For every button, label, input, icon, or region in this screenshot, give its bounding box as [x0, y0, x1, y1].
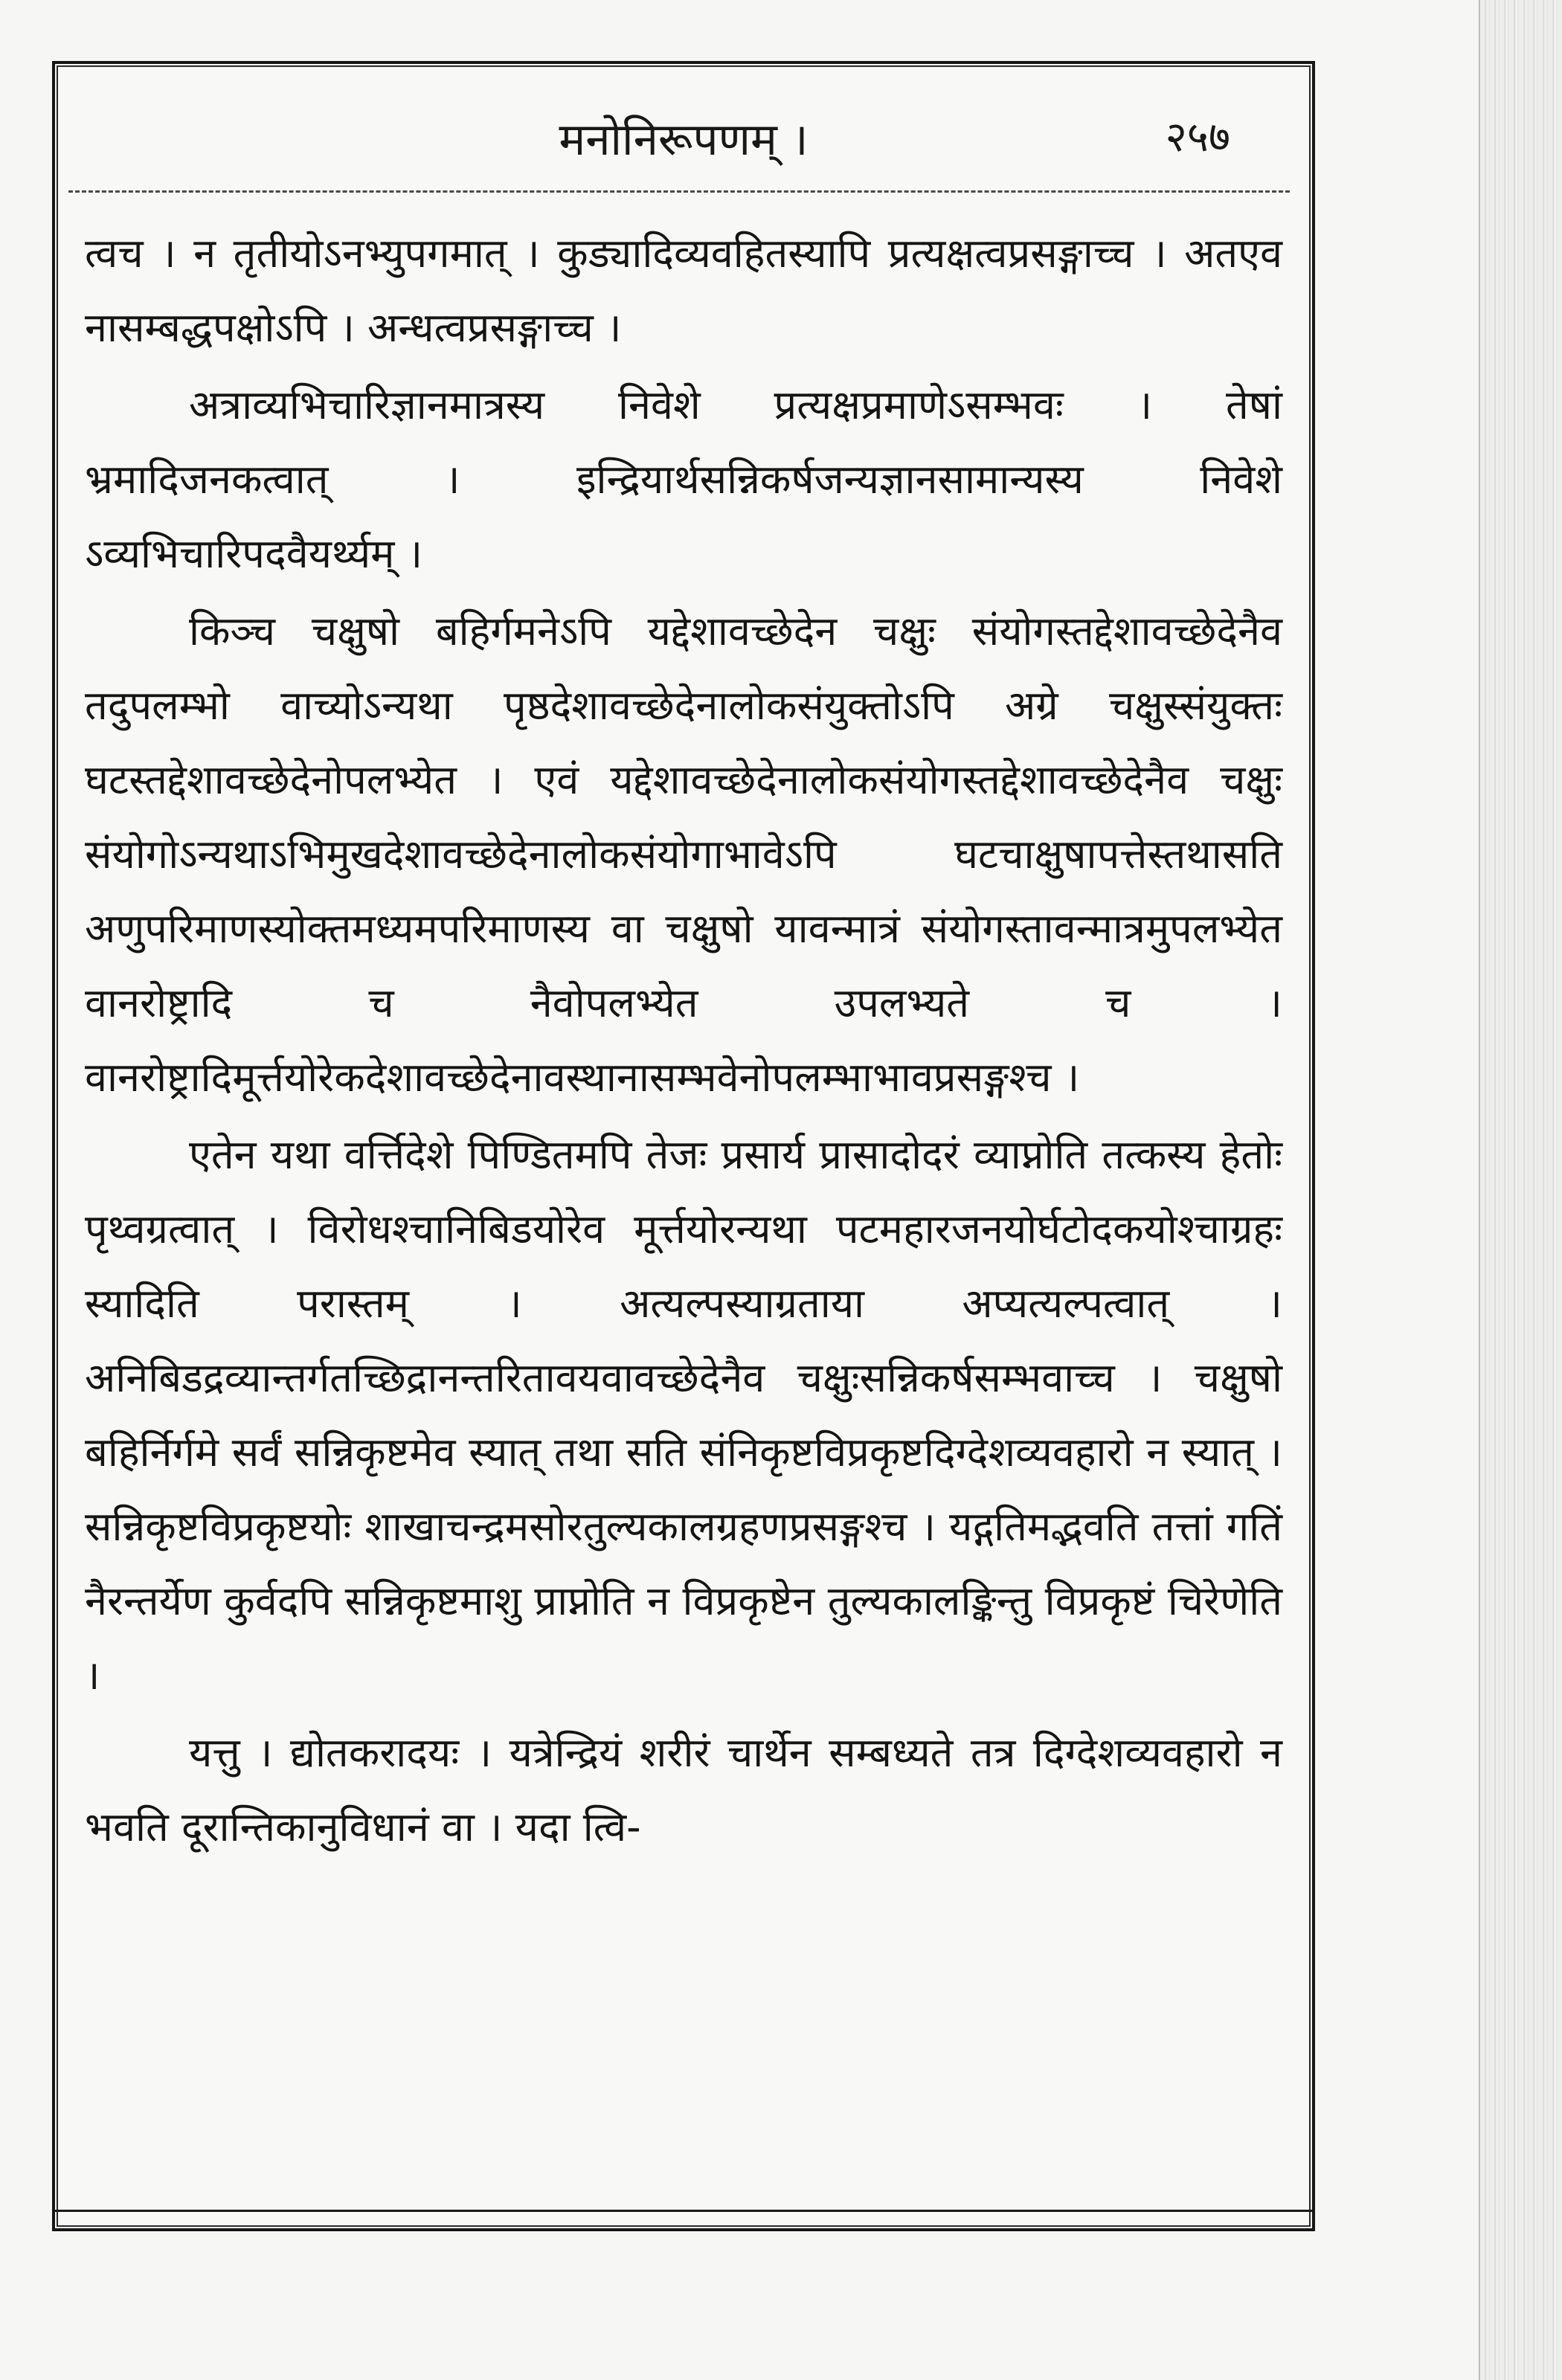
book-gutter	[1479, 0, 1562, 2380]
header-rule	[68, 190, 1290, 193]
page-frame	[52, 61, 1315, 2231]
paragraph: एतेन यथा वर्त्तिदेशे पिण्डितमपि तेजः प्रसार्य प्रासादोदरं व्याप्नोति तत्कस्य हेतोः पृथ्वग्रत्वात् । विरोधश्चानिबिडयोरेव मूर्त्तयोरन्यथा पटमहारजनयोर्घटोदकयोश्चाग्रहः स्यादिति परास्तम् । अत्यल्पस्याग्रताया अप्यत्यल्पत्वात् । अनिबिडद्रव्यान्तर्गतच्छिद्रानन्तरितावयवावच्छेदेनैव चक्षुःसन्निकर्षसम्भवाच्च । चक्षुषो बहिर्निर्गमे सर्वं सन्निकृष्टमेव स्यात् तथा सति संनिकृष्टविप्रकृष्टदिग्देशव्यवहारो न स्यात् । सन्निकृष्टविप्रकृष्टयोः शाखाचन्द्रमसोरतुल्यकालग्रहणप्रसङ्गश्च । यद्गतिमद्भवति तत्तां गतिं नैरन्तर्येण कुर्वदपि सन्निकृष्टमाशु प्राप्नोति न विप्रकृष्टेन तुल्यकालङ्किन्तु विप्रकृष्टं चिरेणेति ।	[85, 1131, 1282, 1699]
footer-rule	[55, 2210, 1312, 2212]
paragraph: त्वच । न तृतीयोऽनभ्युपगमात् । कुड्यादिव्यवहितस्यापि प्रत्यक्षत्वप्रसङ्गाच्च । अतएव नासम्बद्धपक्षोऽपि । अन्धत्वप्रसङ्गाच्च ।	[85, 230, 1282, 351]
paragraph: अत्राव्यभिचारिज्ञानमात्रस्य निवेशे प्रत्यक्षप्रमाणेऽसम्भवः । तेषां भ्रमादिजनकत्वात् । इन्द्रियार्थसन्निकर्षजन्यज्ञानसामान्यस्य निवेशे ऽव्यभिचारिपदवैयर्थ्यम् ।	[85, 382, 1282, 577]
running-title: मनोनिरूपणम् ।	[559, 114, 809, 166]
running-head	[55, 107, 1312, 167]
page-number: २५७	[1165, 113, 1230, 161]
paragraph: यत्तु । द्योतकरादयः । यत्रेन्द्रियं शरीरं चार्थेन सम्बध्यते तत्र दिग्देशव्यवहारो न भवति दूरान्तिकानुविधानं वा । यदा त्वि-	[85, 1729, 1282, 1850]
paragraph: किञ्च चक्षुषो बहिर्गमनेऽपि यद्देशावच्छेदेन चक्षुः संयोगस्तद्देशावच्छेदेनैव तदुपलम्भो वाच्योऽन्यथा पृष्ठदेशावच्छेदेनालोकसंयुक्तोऽपि अग्रे चक्षुस्संयुक्तः घटस्तद्देशावच्छेदेनोपलभ्येत । एवं यद्देशावच्छेदेनालोकसंयोगस्तद्देशावच्छेदेनैव चक्षुः संयोगोऽन्यथाऽभिमुखदेशावच्छेदेनालोकसंयोगाभावेऽपि घटचाक्षुषापत्तेस्तथासति अणुपरिमाणस्योक्तमध्यमपरिमाणस्य वा चक्षुषो यावन्मात्रं संयोगस्तावन्मात्रमुपलभ्येत वानरोष्ट्रादि च नैवोपलभ्येत उपलभ्यते च । वानरोष्ट्रादिमूर्त्तयोरेकदेशावच्छेदेनावस्थानासम्भवेनोपलम्भाभावप्रसङ्गश्च ।	[85, 608, 1282, 1101]
body-text	[85, 216, 1282, 1868]
